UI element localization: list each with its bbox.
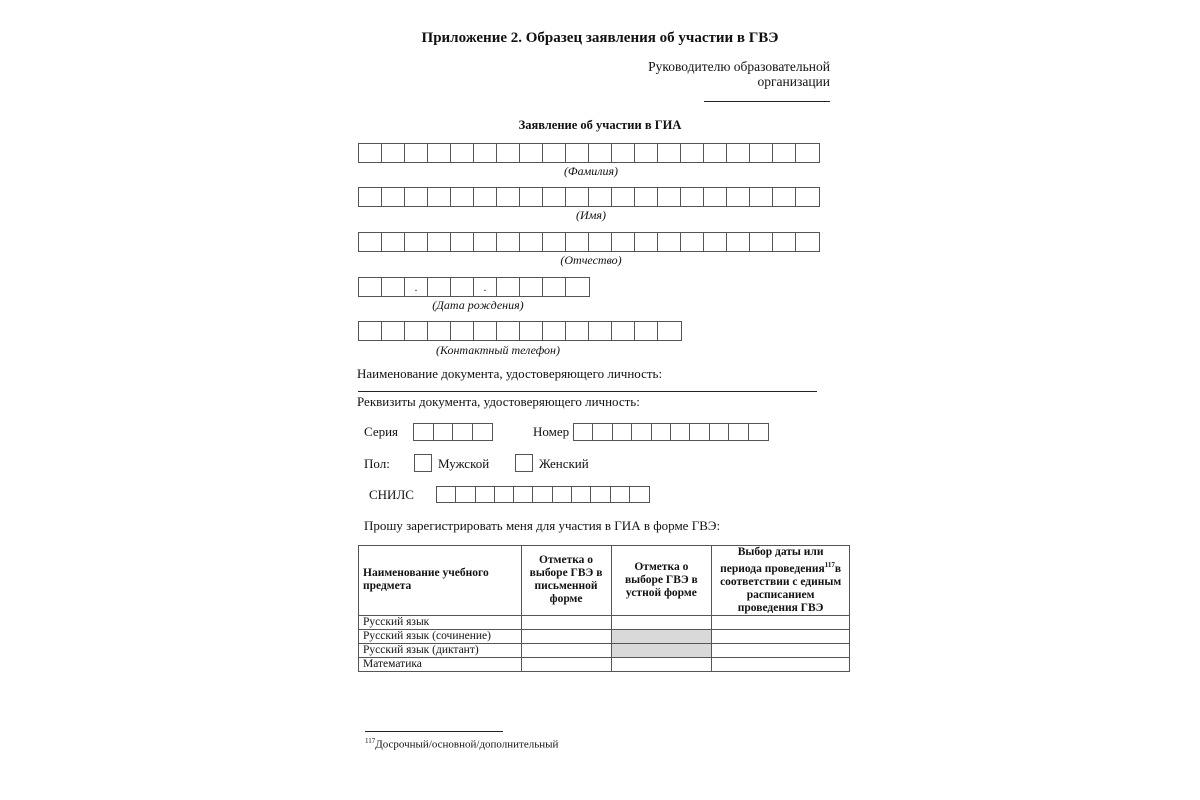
date-cell[interactable] <box>712 629 850 643</box>
letter-box[interactable] <box>796 188 819 206</box>
letter-box[interactable] <box>704 188 727 206</box>
letter-box[interactable] <box>635 188 658 206</box>
letter-box[interactable] <box>497 322 520 340</box>
letter-box[interactable] <box>428 188 451 206</box>
birthdate-cell[interactable] <box>382 278 405 296</box>
oral-cell-disabled <box>611 643 712 657</box>
letter-box[interactable] <box>750 233 773 251</box>
series-label: Серия <box>364 424 399 439</box>
request-text: Прошу зарегистрировать меня для участия в ГИА в форме ГВЭ: <box>364 518 721 533</box>
footnote-text: Досрочный/основной/дополнительный <box>375 738 559 751</box>
letter-box[interactable] <box>520 322 543 340</box>
document-name-line[interactable] <box>358 391 817 392</box>
document-name-label: Наименование документа, удостоверяющего личность: <box>357 366 663 381</box>
letter-box[interactable] <box>773 188 796 206</box>
addressee: Руководителю образовательной организации <box>648 59 830 89</box>
letter-box[interactable] <box>727 233 750 251</box>
female-checkbox[interactable] <box>515 454 533 472</box>
letter-box[interactable] <box>382 233 405 251</box>
letter-box[interactable] <box>749 424 768 440</box>
number-label: Номер <box>533 424 570 439</box>
letter-box[interactable] <box>613 424 632 440</box>
letter-box[interactable] <box>635 233 658 251</box>
letter-box[interactable] <box>359 144 382 162</box>
letter-box[interactable] <box>681 144 704 162</box>
number-boxes[interactable] <box>573 423 769 441</box>
letter-box[interactable] <box>359 322 382 340</box>
subject-header: Наименование учебного предмета <box>359 546 522 616</box>
date-header <box>712 546 850 616</box>
birthdate-caption: (Дата рождения) <box>432 298 524 312</box>
letter-box[interactable] <box>497 144 520 162</box>
letter-box[interactable] <box>574 424 593 440</box>
letter-box[interactable] <box>612 188 635 206</box>
letter-box[interactable] <box>437 487 456 502</box>
subject-name: Русский язык <box>359 615 522 629</box>
letter-box[interactable] <box>572 487 591 502</box>
letter-box[interactable] <box>566 322 589 340</box>
letter-box[interactable] <box>497 188 520 206</box>
letter-box[interactable] <box>589 322 612 340</box>
table-row <box>359 615 850 629</box>
letter-box[interactable] <box>405 188 428 206</box>
letter-box[interactable] <box>630 487 649 502</box>
phone-caption: (Контактный телефон) <box>435 343 561 357</box>
letter-box[interactable] <box>635 144 658 162</box>
birthdate-cell[interactable] <box>497 278 520 296</box>
letter-box[interactable] <box>533 487 552 502</box>
letter-box[interactable] <box>405 322 428 340</box>
oral-header: Отметка о выборе ГВЭ в устной форме <box>611 546 712 616</box>
letter-box[interactable] <box>704 233 727 251</box>
letter-box[interactable] <box>589 144 612 162</box>
birthdate-cell[interactable] <box>451 278 474 296</box>
patronymic-boxes[interactable] <box>358 232 820 252</box>
male-checkbox[interactable] <box>414 454 432 472</box>
letter-box[interactable] <box>473 424 493 440</box>
letter-box[interactable] <box>405 144 428 162</box>
phone-boxes[interactable] <box>358 321 682 341</box>
letter-box[interactable] <box>632 424 651 440</box>
date-header-text: Выбор даты или периода проведения <box>720 546 825 575</box>
letter-box[interactable] <box>474 233 497 251</box>
letter-box[interactable] <box>566 144 589 162</box>
snils-boxes[interactable] <box>436 486 650 503</box>
written-header: Отметка о выборе ГВЭ в письменной форме <box>521 546 611 616</box>
letter-box[interactable] <box>428 233 451 251</box>
birthdate-cell[interactable] <box>520 278 543 296</box>
letter-box[interactable] <box>566 188 589 206</box>
written-cell[interactable] <box>521 657 611 671</box>
subject-name: Математика <box>359 657 522 671</box>
letter-box[interactable] <box>750 188 773 206</box>
snils-label: СНИЛС <box>369 487 414 502</box>
letter-box[interactable] <box>520 188 543 206</box>
letter-box[interactable] <box>612 322 635 340</box>
letter-box[interactable] <box>495 487 514 502</box>
surname-boxes[interactable] <box>358 143 820 163</box>
letter-box[interactable] <box>658 322 681 340</box>
birthdate-cell[interactable] <box>428 278 451 296</box>
letter-box[interactable] <box>681 233 704 251</box>
footnote-number: 117 <box>365 737 376 745</box>
letter-box[interactable] <box>414 424 434 440</box>
letter-box[interactable] <box>658 233 681 251</box>
letter-box[interactable] <box>520 144 543 162</box>
letter-box[interactable] <box>566 233 589 251</box>
written-cell[interactable] <box>521 615 611 629</box>
letter-box[interactable] <box>451 322 474 340</box>
letter-box[interactable] <box>428 144 451 162</box>
date-header-text-end: в соответствии с единым расписанием проведения ГВЭ <box>720 562 842 614</box>
date-cell[interactable] <box>712 657 850 671</box>
table-row <box>359 657 850 671</box>
date-cell[interactable] <box>712 643 850 657</box>
date-separator: . <box>405 278 428 296</box>
letter-box[interactable] <box>612 144 635 162</box>
written-cell[interactable] <box>521 643 611 657</box>
letter-box[interactable] <box>382 144 405 162</box>
letter-box[interactable] <box>671 424 690 440</box>
letter-box[interactable] <box>382 322 405 340</box>
letter-box[interactable] <box>658 188 681 206</box>
written-cell[interactable] <box>521 629 611 643</box>
birthdate-cell[interactable] <box>543 278 566 296</box>
letter-box[interactable] <box>543 188 566 206</box>
letter-box[interactable] <box>474 144 497 162</box>
letter-box[interactable] <box>681 188 704 206</box>
letter-box[interactable] <box>497 233 520 251</box>
table-row <box>359 629 850 643</box>
letter-box[interactable] <box>704 144 727 162</box>
letter-box[interactable] <box>593 424 612 440</box>
letter-box[interactable] <box>796 144 819 162</box>
addressee-name-line[interactable] <box>704 101 830 102</box>
patronymic-caption: (Отчество) <box>560 253 622 267</box>
page-title: Приложение 2. Образец заявления об участии в ГВЭ <box>421 30 779 46</box>
birthdate-cell[interactable] <box>566 278 589 296</box>
letter-box[interactable] <box>514 487 533 502</box>
table-header-row <box>359 546 850 616</box>
letter-box[interactable] <box>434 424 454 440</box>
gender-label: Пол: <box>364 456 390 471</box>
letter-box[interactable] <box>359 188 382 206</box>
letter-box[interactable] <box>690 424 709 440</box>
footnote <box>365 737 558 751</box>
letter-box[interactable] <box>727 144 750 162</box>
letter-box[interactable] <box>729 424 748 440</box>
letter-box[interactable] <box>474 188 497 206</box>
letter-box[interactable] <box>750 144 773 162</box>
letter-box[interactable] <box>591 487 610 502</box>
letter-box[interactable] <box>553 487 572 502</box>
subjects-table <box>358 545 850 672</box>
oral-cell-disabled <box>611 629 712 643</box>
letter-box[interactable] <box>710 424 729 440</box>
letter-box[interactable] <box>405 233 428 251</box>
letter-box[interactable] <box>773 233 796 251</box>
date-cell[interactable] <box>712 615 850 629</box>
subject-name: Русский язык (диктант) <box>359 643 522 657</box>
letter-box[interactable] <box>796 233 819 251</box>
letter-box[interactable] <box>476 487 495 502</box>
letter-box[interactable] <box>451 188 474 206</box>
letter-box[interactable] <box>611 487 630 502</box>
letter-box[interactable] <box>727 188 750 206</box>
letter-box[interactable] <box>658 144 681 162</box>
footnote-separator <box>365 731 503 732</box>
letter-box[interactable] <box>382 188 405 206</box>
letter-box[interactable] <box>359 233 382 251</box>
oral-cell[interactable] <box>611 657 712 671</box>
male-label: Мужской <box>438 456 490 471</box>
letter-box[interactable] <box>456 487 475 502</box>
letter-box[interactable] <box>428 322 451 340</box>
letter-box[interactable] <box>589 233 612 251</box>
letter-box[interactable] <box>451 144 474 162</box>
oral-cell[interactable] <box>611 615 712 629</box>
date-header-footnote-ref: 117 <box>824 561 835 569</box>
letter-box[interactable] <box>520 233 543 251</box>
letter-box[interactable] <box>635 322 658 340</box>
surname-caption: (Фамилия) <box>563 164 619 178</box>
female-label: Женский <box>539 456 589 471</box>
letter-box[interactable] <box>652 424 671 440</box>
letter-box[interactable] <box>773 144 796 162</box>
series-boxes[interactable] <box>413 423 493 441</box>
letter-box[interactable] <box>612 233 635 251</box>
name-boxes[interactable] <box>358 187 820 207</box>
form-subtitle: Заявление об участии в ГИА <box>518 118 682 132</box>
letter-box[interactable] <box>453 424 473 440</box>
letter-box[interactable] <box>474 322 497 340</box>
subject-name: Русский язык (сочинение) <box>359 629 522 643</box>
letter-box[interactable] <box>543 322 566 340</box>
letter-box[interactable] <box>543 233 566 251</box>
letter-box[interactable] <box>451 233 474 251</box>
name-caption: (Имя) <box>576 208 606 222</box>
date-separator: . <box>474 278 497 296</box>
birthdate-boxes[interactable] <box>358 277 590 297</box>
letter-box[interactable] <box>589 188 612 206</box>
birthdate-cell[interactable] <box>359 278 382 296</box>
document-details-label: Реквизиты документа, удостоверяющего личность: <box>357 394 640 409</box>
letter-box[interactable] <box>543 144 566 162</box>
table-row <box>359 643 850 657</box>
